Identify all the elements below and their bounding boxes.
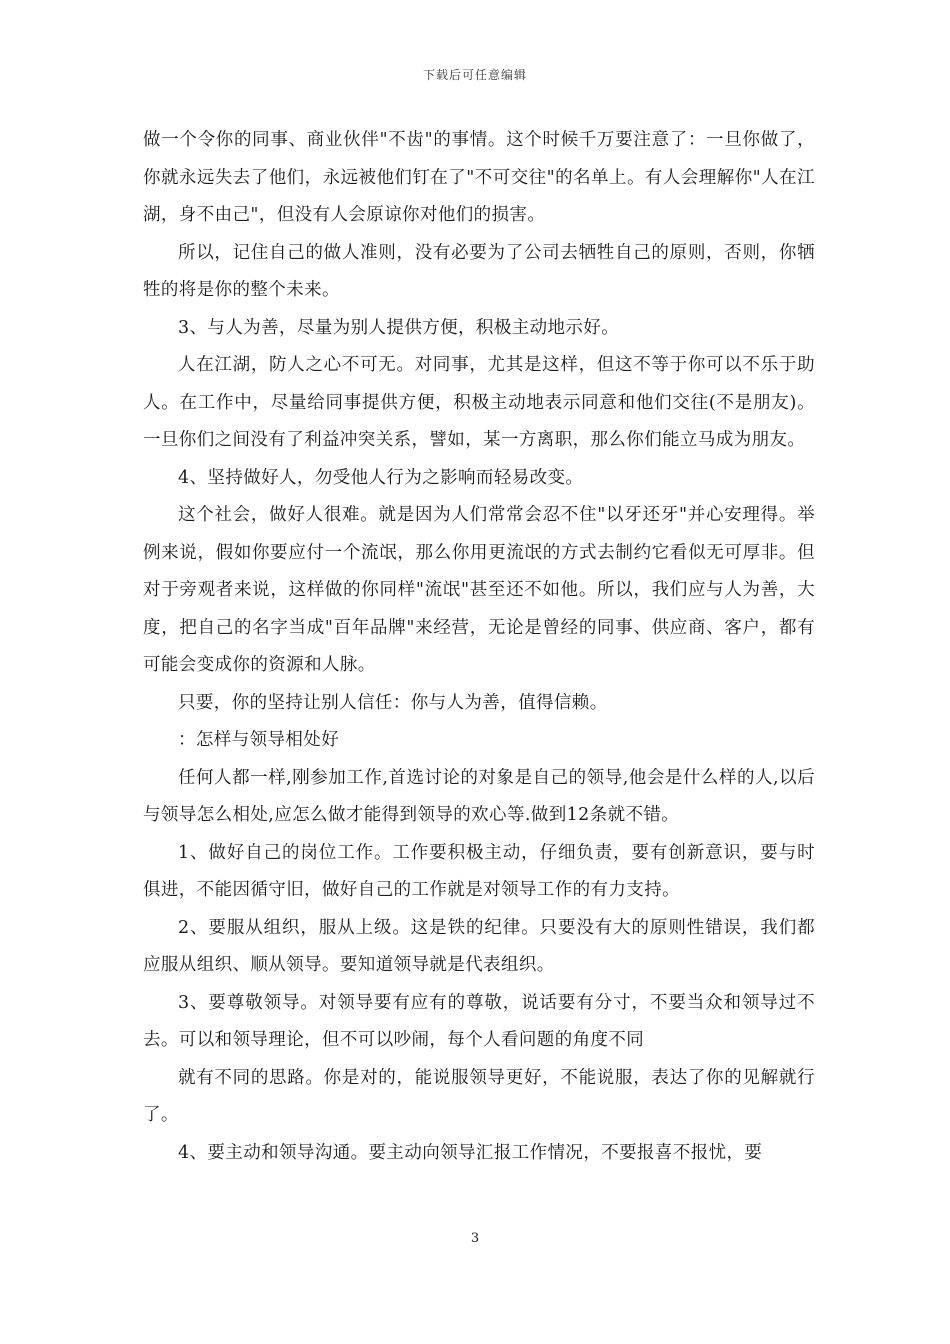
page-header: 下载后可任意编辑	[422, 68, 527, 82]
list-item: 2、要服从组织，服从上级。这是铁的纪律。只要没有大的原则性错误，我们都应服从组织、顺从领导。要知道领导就是代表组织。	[143, 917, 815, 975]
section-heading: 3、与人为善，尽量为别人提供方便，积极主动地示好。	[178, 317, 620, 338]
page-number: 3	[470, 1231, 480, 1246]
paragraph: 就有不同的思路。你是对的，能说服领导更好，不能说服，表达了你的见解就行了。	[143, 1067, 815, 1125]
paragraph: 做一个令你的同事、商业伙伴"不齿"的事情。这个时候千万要注意了：一旦你做了，你就永远失去了他们，永远被他们钉在了"不可交往"的名单上。有人会理解你"人在江湖，身不由己"，但没有人会原谅你对他们的损害。	[143, 130, 815, 225]
paragraph: 任何人都一样,刚参加工作,首选讨论的对象是自己的领导,他会是什么样的人,以后与领导怎么相处,应怎么做才能得到领导的欢心等.做到12条就不错。	[143, 767, 815, 825]
list-item: 3、要尊敬领导。对领导要有应有的尊敬，说话要有分寸，不要当众和领导过不去。可以和领导理论，但不可以吵闹，每个人看问题的角度不同	[143, 992, 815, 1050]
document-body	[143, 122, 815, 1172]
list-item: 1、做好自己的岗位工作。工作要积极主动，仔细负责，要有创新意识，要与时俱进，不能因循守旧，做好自己的工作就是对领导工作的有力支持。	[143, 842, 815, 900]
paragraph: 只要，你的坚持让别人信任：你与人为善，值得信赖。	[178, 692, 608, 713]
section-heading: 4、坚持做好人，勿受他人行为之影响而轻易改变。	[178, 467, 584, 488]
list-item: 4、要主动和领导沟通。要主动向领导汇报工作情况，不要报喜不报忧，要	[178, 1142, 763, 1163]
paragraph: 这个社会，做好人很难。就是因为人们常常会忍不住"以牙还牙"并心安理得。举例来说，假如你要应付一个流氓，那么你用更流氓的方式去制约它看似无可厚非。但对于旁观者来说，这样做的你同样"流氓"甚至还不如他。所以，我们应与人为善，大度，把自己的名字当成"百年品牌"来经营，无论是曾经的同事、供应商、客户，都有可能会变成你的资源和人脉。	[143, 505, 815, 675]
section-heading: ：怎样与领导相处好	[178, 730, 340, 750]
paragraph: 所以，记住自己的做人准则，没有必要为了公司去牺牲自己的原则，否则，你牺牲的将是你的整个未来。	[143, 242, 815, 300]
paragraph: 人在江湖，防人之心不可无。对同事，尤其是这样，但这不等于你可以不乐于助人。在工作中，尽量给同事提供方便，积极主动地表示同意和他们交往(不是朋友)。一旦你们之间没有了利益冲突关系，譬如，某一方离职，那么你们能立马成为朋友。	[143, 355, 815, 450]
